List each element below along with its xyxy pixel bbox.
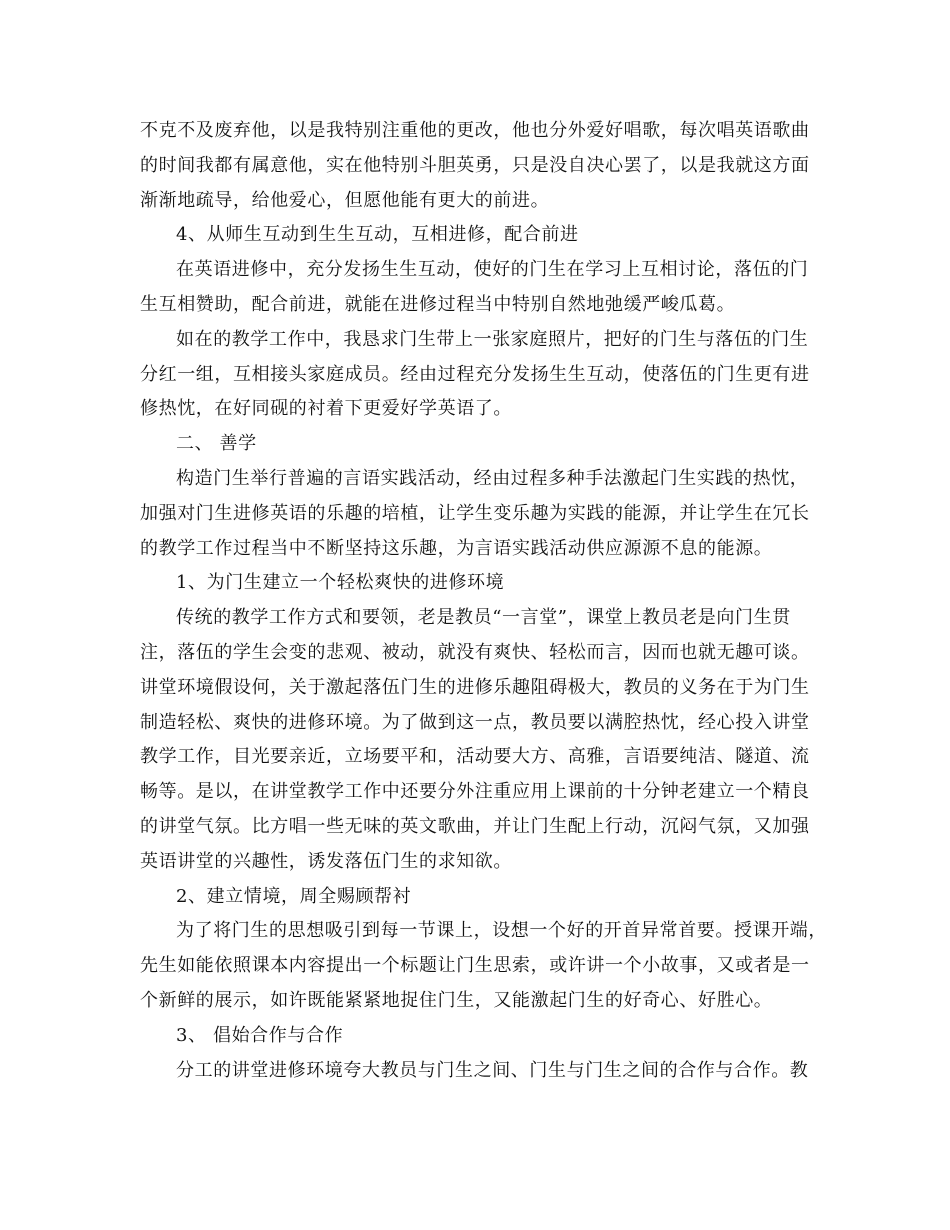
paragraph-line: 二、 善学 xyxy=(176,433,257,455)
paragraph-line: 生互相赞助，配合前进，就能在进修过程当中特别自然地弛缓严峻瓜葛。 xyxy=(140,293,736,315)
document-body xyxy=(140,114,827,1088)
paragraph-line: 制造轻松、爽快的进修环境。为了做到这一点，教员要以满腔热忱，经心投入讲堂 xyxy=(140,711,810,733)
paragraph-line: 渐渐地疏导，给他爱心，但愿他能有更大的前进。 xyxy=(140,189,550,211)
paragraph-line: 讲堂环境假设何，关于激起落伍门生的进修乐趣阻碍极大，教员的义务在于为门生 xyxy=(140,676,810,698)
paragraph-line: 的讲堂气氛。比方唱一些无味的英文歌曲，并让门生配上行动，沉闷气氛，又加强 xyxy=(140,815,810,837)
paragraph-line: 加强对门生进修英语的乐趣的培植，让学生变乐趣为实践的能源，并让学生在冗长 xyxy=(140,502,810,524)
paragraph-line: 的时间我都有属意他，实在他特别斗胆英勇，只是没自决心罢了，以是我就这方面 xyxy=(140,154,810,176)
paragraph-line: 为了将门生的思想吸引到每一节课上，设想一个好的开首异常首要。授课开端， xyxy=(176,920,827,942)
paragraph-line: 畅等。是以，在讲堂教学工作中还要分外注重应用上课前的十分钟老建立一个精良 xyxy=(140,781,810,803)
paragraph-line: 个新鲜的展示，如许既能紧紧地捉住门生，又能激起门生的好奇心、好胜心。 xyxy=(140,989,773,1011)
paragraph-line: 传统的教学工作方式和要领，老是教员“一言堂”，课堂上教员老是向门生贯 xyxy=(176,607,791,629)
paragraph-line: 1、为门生建立一个轻松爽快的进修环境 xyxy=(176,572,505,594)
paragraph-line: 3、 倡始合作与合作 xyxy=(176,1024,344,1046)
paragraph-line: 的教学工作过程当中不断坚持这乐趣，为言语实践活动供应源源不息的能源。 xyxy=(140,537,773,559)
paragraph-line: 教学工作，目光要亲近，立场要平和，活动要大方、高雅，言语要纯洁、隧道、流 xyxy=(140,746,810,768)
paragraph-line: 先生如能依照课本内容提出一个标题让门生思索，或许讲一个小故事，又或者是一 xyxy=(140,955,810,977)
paragraph-line: 分红一组，互相接头家庭成员。经由过程充分发扬生生互动，使落伍的门生更有进 xyxy=(140,363,810,385)
paragraph-line: 分工的讲堂进修环境夸大教员与门生之间、门生与门生之间的合作与合作。教 xyxy=(176,1059,809,1081)
paragraph-line: 构造门生举行普遍的言语实践活动，经由过程多种手法激起门生实践的热忱， xyxy=(176,467,809,489)
paragraph-line: 注，落伍的学生会变的悲观、被动，就没有爽快、轻松而言，因而也就无趣可谈。 xyxy=(140,641,810,663)
paragraph-line: 修热忱，在好同砚的衬着下更爱好学英语了。 xyxy=(140,398,512,420)
paragraph-line: 如在的教学工作中，我恳求门生带上一张家庭照片，把好的门生与落伍的门生 xyxy=(176,328,809,350)
paragraph-line: 不克不及废弃他，以是我特别注重他的更改，他也分外爱好唱歌，每次唱英语歌曲 xyxy=(140,120,810,141)
paragraph-line: 4、从师生互动到生生互动，互相进修，配合前进 xyxy=(176,224,579,246)
paragraph-line: 英语讲堂的兴趣性，诱发落伍门生的求知欲。 xyxy=(140,850,512,872)
paragraph-line: 2、建立情境，周全赐顾帮衬 xyxy=(176,885,412,907)
paragraph-line: 在英语进修中，充分发扬生生互动，使好的门生在学习上互相讨论，落伍的门 xyxy=(176,259,809,281)
